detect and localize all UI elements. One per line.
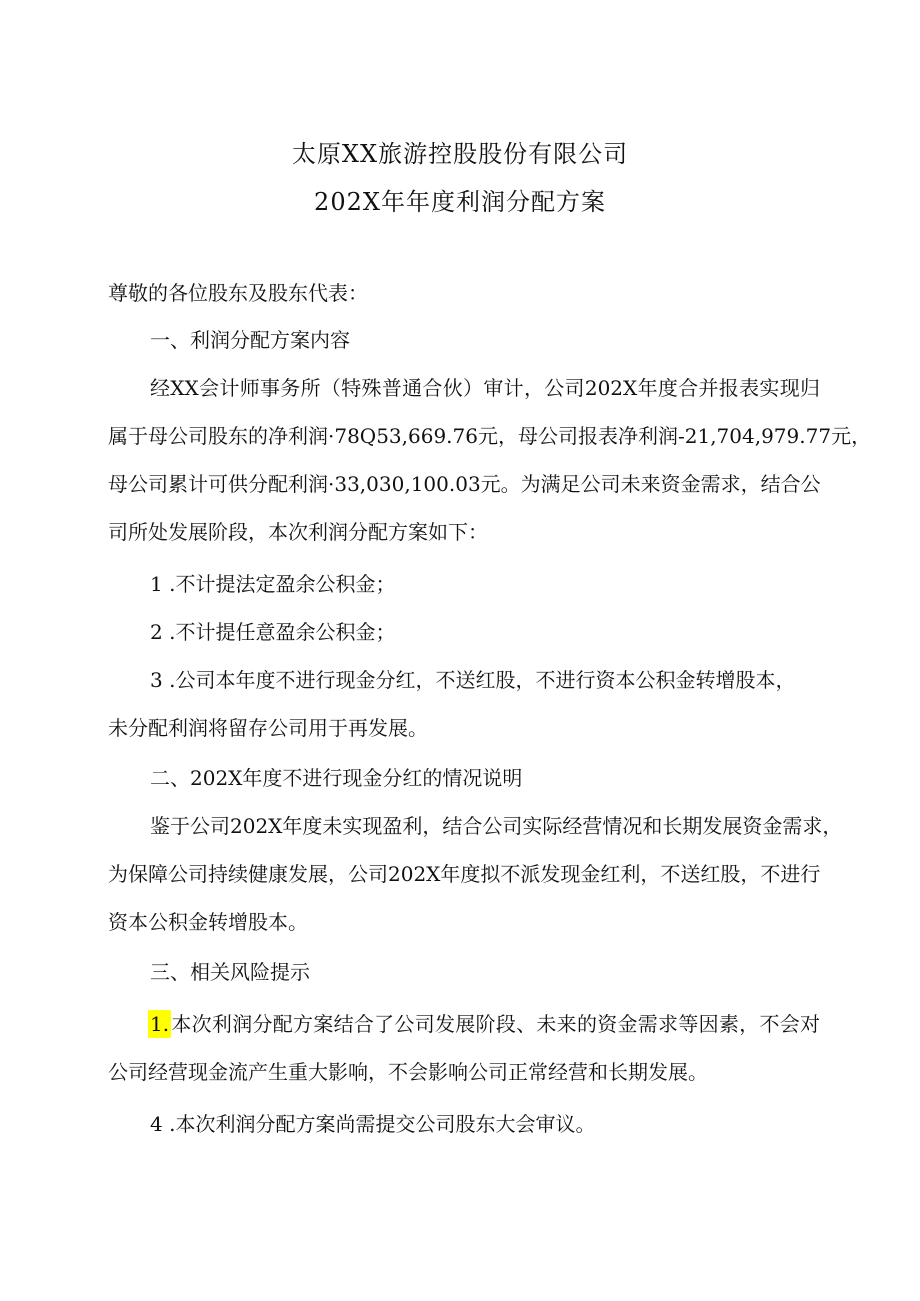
document-subtitle: 202X年年度利润分配方案	[314, 188, 606, 216]
list-text: .不计提任意盈余公积金；	[169, 620, 396, 644]
section2-para-line: 鉴于公司202X年度未实现盈利，结合公司实际经营情况和长期发展资金需求，	[150, 814, 843, 838]
list-item	[150, 618, 820, 646]
list-text: .不计提法定盈余公积金；	[169, 572, 396, 596]
list-number: 2	[150, 620, 163, 644]
salutation: 尊敬的各位股东及股东代表：	[108, 281, 368, 305]
document-title: 太原XX旅游控股股份有限公司	[291, 140, 629, 168]
list-item	[150, 1110, 820, 1138]
list-item-continuation: 公司经营现金流产生重大影响，不会影响公司正常经营和长期发展。	[108, 1060, 708, 1084]
section1-para-line: 经XX会计师事务所（特殊普通合伙）审计，公司202X年度合并报表实现归	[150, 376, 820, 400]
list-text: .公司本年度不进行现金分红，不送红股，不进行资本公积金转增股本，	[169, 668, 796, 692]
section3-heading: 三、相关风险提示	[150, 960, 310, 984]
list-number: 4	[150, 1112, 163, 1136]
list-item	[150, 570, 820, 598]
list-number: 3	[150, 668, 163, 692]
section1-heading: 一、利润分配方案内容	[150, 328, 350, 352]
section1-para-line: 司所处发展阶段，本次利润分配方案如下：	[108, 520, 488, 544]
list-text: 本次利润分配方案结合了公司发展阶段、未来的资金需求等因素，不会对	[171, 1012, 820, 1036]
list-number: 1	[150, 572, 163, 596]
section2-para-line: 为保障公司持续健康发展，公司202X年度拟不派发现金红利，不送红股，不进行	[108, 862, 821, 886]
section1-para-line: 母公司累计可供分配利润·33,030,100.03元。为满足公司未来资金需求，结合公	[108, 472, 821, 496]
section1-para-line: 属于母公司股东的净利润·78Q53,669.76元，母公司报表净利润-21,704,979.77元，	[108, 424, 872, 448]
list-item	[150, 666, 820, 694]
section2-para-line: 资本公积金转增股本。	[108, 910, 308, 934]
list-item-continuation: 未分配利润将留存公司用于再发展。	[108, 716, 428, 740]
list-item	[150, 1010, 820, 1038]
highlighted-list-number: 1.	[150, 1012, 170, 1036]
section2-heading: 二、202X年度不进行现金分红的情况说明	[150, 766, 523, 790]
list-text: .本次利润分配方案尚需提交公司股东大会审议。	[169, 1112, 596, 1136]
